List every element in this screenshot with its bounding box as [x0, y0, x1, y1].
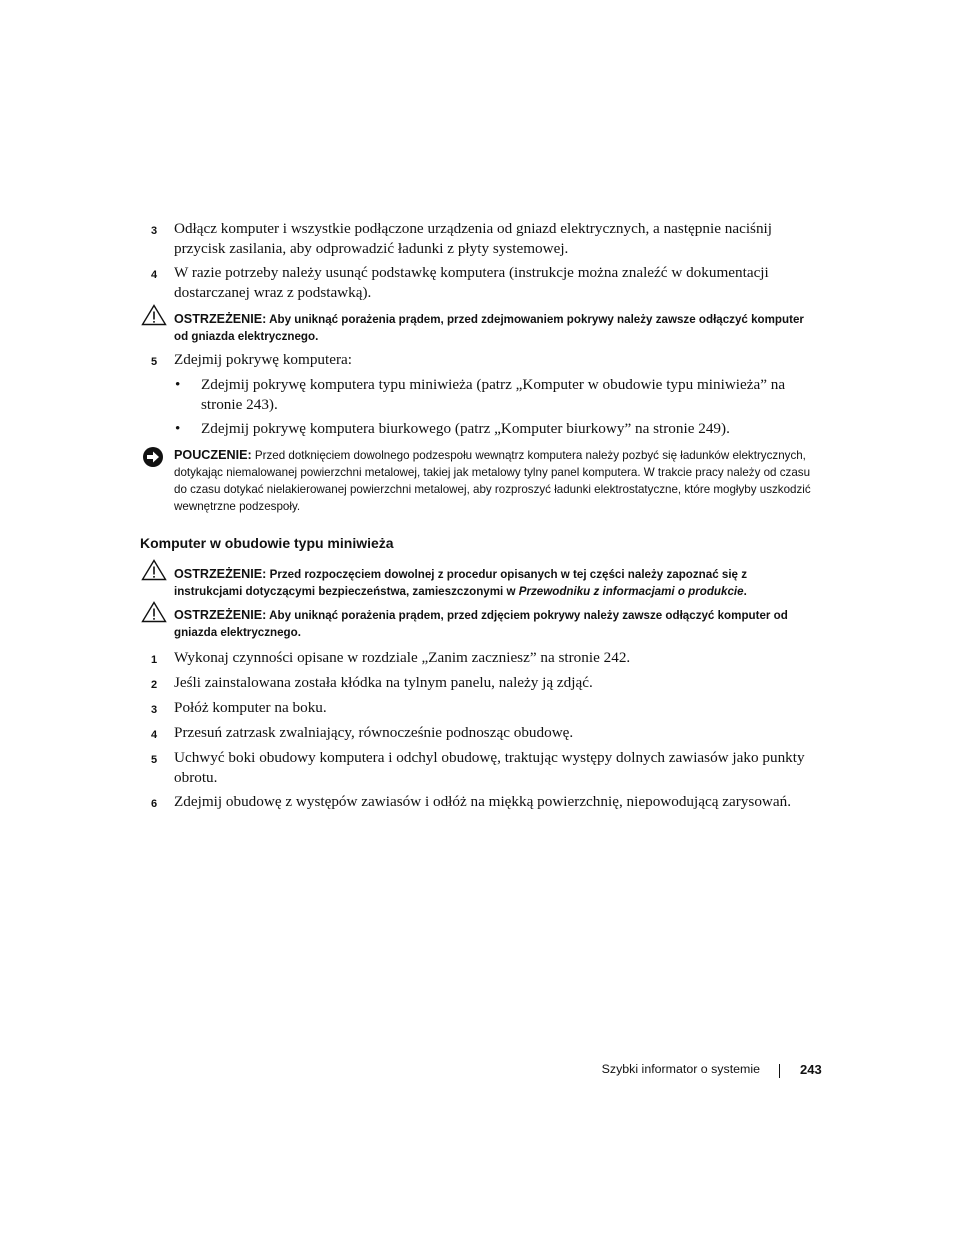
warning-text: Aby uniknąć porażenia prądem, przed zdejmowaniem pokrywy należy zawsze odłączyć komputer od gniazda elektrycznego.	[174, 313, 804, 343]
step-text: Zdejmij pokrywę komputera:	[174, 351, 352, 368]
step-text: Jeśli zainstalowana została kłódka na tylnym panelu, należy ją zdjąć.	[174, 674, 593, 691]
step-text: Uchwyć boki obudowy komputera i odchyl obudowę, traktując występy dolnych zawiasów jako punkty obrotu.	[174, 749, 805, 786]
notice-text: Przed dotknięciem dowolnego podzespołu wewnątrz komputera należy pozbyć się ładunków elektrycznych, dotykając niemalowanej powierzchni metalowej, takiej jak metalowy tylny panel komputera. W trakcie pracy należy od czasu do czasu dotykać nielakierowanej powierzchni metalowej, aby rozproszyć ładunki elektrostatyczne, które mogłyby uszkodzić wewnętrzne podzespoły.	[174, 449, 811, 513]
step-text: Odłącz komputer i wszystkie podłączone urządzenia od gniazd elektrycznych, a następnie naciśnij przycisk zasilania, aby odprowadzić ładunki z płyty systemowej.	[174, 220, 772, 257]
step-number: 5	[151, 754, 158, 766]
bullet-text: Zdejmij pokrywę komputera typu miniwieża (patrz „Komputer w obudowie typu miniwieża” na stronie 243).	[201, 376, 786, 413]
warning-text: Aby uniknąć porażenia prądem, przed zdjęciem pokrywy należy zawsze odłączyć komputer od gniazda elektrycznego.	[174, 609, 788, 639]
footer-separator	[779, 1064, 780, 1078]
notice-arrow-icon	[141, 446, 165, 473]
warning-triangle-icon	[141, 601, 167, 628]
section-heading: Komputer w obudowie typu miniwieża	[140, 535, 394, 551]
step-text: W razie potrzeby należy usunąć podstawkę komputera (instrukcje można znaleźć w dokumentacji dostarczanej wraz z podstawką).	[174, 264, 769, 301]
step-text: Przesuń zatrzask zwalniający, równocześnie podnosząc obudowę.	[174, 724, 574, 741]
warning-text: Przed rozpoczęciem dowolnej z procedur opisanych w tej części należy zapoznać się z instrukcjami dotyczącymi bezpieczeństwa, zamieszczonymi w	[174, 568, 748, 598]
warning-label: OSTRZEŻENIE:	[174, 312, 267, 326]
step-number: 3	[151, 704, 158, 716]
notice-label: POUCZENIE:	[174, 448, 252, 462]
step-number: 5	[151, 356, 158, 368]
bullet-symbol: •	[175, 420, 181, 437]
bullet-symbol: •	[175, 376, 181, 393]
bullet-text: Zdejmij pokrywę komputera biurkowego (patrz „Komputer biurkowy” na stronie 249).	[201, 420, 730, 437]
footer-section-title: Szybki informator o systemie	[601, 1062, 760, 1076]
step-number: 6	[151, 798, 158, 810]
step-number: 4	[151, 729, 158, 741]
page-number: 243	[800, 1062, 822, 1077]
product-guide-title: Przewodniku z informacjami o produkcie	[518, 585, 744, 598]
warning-triangle-icon	[141, 304, 167, 331]
step-number: 1	[151, 654, 158, 666]
step-number: 3	[151, 225, 158, 237]
step-text: Połóż komputer na boku.	[174, 699, 327, 716]
step-text: Wykonaj czynności opisane w rozdziale „Zanim zaczniesz” na stronie 242.	[174, 649, 631, 666]
warning-label: OSTRZEŻENIE:	[174, 567, 267, 581]
warning-text-end: .	[743, 585, 747, 598]
warning-label: OSTRZEŻENIE:	[174, 608, 267, 622]
step-text: Zdejmij obudowę z występów zawiasów i odłóż na miękką powierzchnię, niepowodującą zarysowań.	[174, 793, 792, 810]
step-number: 4	[151, 269, 158, 281]
warning-triangle-icon	[141, 559, 167, 586]
step-number: 2	[151, 679, 158, 691]
